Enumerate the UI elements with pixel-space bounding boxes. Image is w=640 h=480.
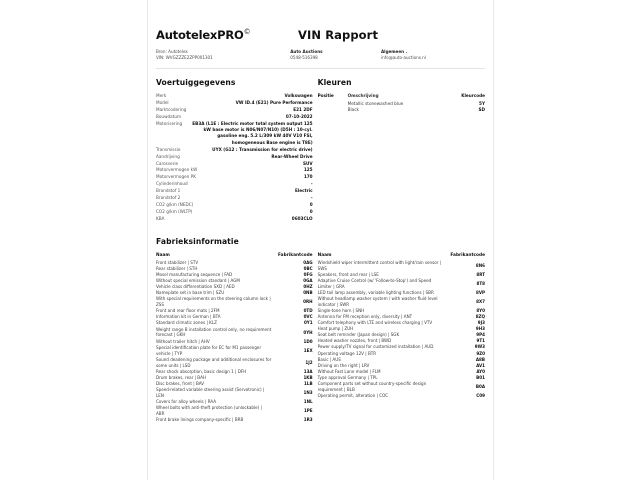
factory-item-name: Heat pump | ZUH xyxy=(317,326,354,332)
spec-row xyxy=(156,121,313,147)
table-row xyxy=(156,290,313,296)
factory-item-code: 0FG xyxy=(303,271,313,277)
factory-right-rows xyxy=(318,260,485,399)
colors-table-row xyxy=(318,107,485,114)
factory-item-name: Type approval Germany | TPL xyxy=(317,374,378,380)
spec-value: - xyxy=(310,195,313,201)
factory-item-code: AY0 xyxy=(476,368,485,374)
factory-item-name: Operating voltage 12V | BTR xyxy=(317,350,377,356)
table-row xyxy=(156,387,313,399)
factory-item-code: 1EX xyxy=(303,347,313,353)
table-row xyxy=(318,308,485,314)
spec-label: Merk xyxy=(156,93,167,98)
table-row xyxy=(318,290,485,296)
spec-label: Transmissie xyxy=(156,146,181,152)
factory-item-code: 0RH xyxy=(303,299,313,305)
factory-item-name: Speakers, front and rear | LSE xyxy=(317,271,379,277)
factory-item-code: 1LB xyxy=(304,380,313,386)
table-row xyxy=(318,363,485,369)
factory-item-code: 8N6 xyxy=(475,262,485,268)
factory-item-name: Seat belt reminder (Japan design) | SGK xyxy=(317,332,400,338)
spec-row xyxy=(156,202,313,208)
source-label: Bron: Autotelex xyxy=(156,49,188,54)
spec-value: Electric xyxy=(295,188,313,194)
factory-item-name: LED tail lamp assembly, variable lighting functions | SBR xyxy=(317,289,434,295)
factory-item-code: 0YH xyxy=(303,329,313,335)
spec-label: Brandstof 1 xyxy=(156,188,181,194)
table-row xyxy=(318,351,485,357)
copyright-mark: © xyxy=(243,28,251,37)
factory-item-code: 1PE xyxy=(303,407,313,413)
spec-label: Model xyxy=(156,99,169,105)
factory-item-code: 8VP xyxy=(475,289,485,295)
factory-item-name: Basic | AUS xyxy=(317,356,341,362)
factory-item-name: Antenna for FM reception only, diversity | ANT xyxy=(317,314,413,319)
vin-label: VIN: WVGZZZE2ZPP001301 xyxy=(156,55,213,60)
table-row xyxy=(156,308,313,314)
factory-item-code: 1J2 xyxy=(305,359,313,365)
spec-row xyxy=(156,167,313,173)
factory-item-name: Adaptive Cruise Control (w/ 'Follow-to-Stop') and Speed Limiter | GRA xyxy=(317,277,432,289)
factory-item-name: Weight range B installation control only, no requirement forecast | GKH xyxy=(156,326,272,338)
vehicle-section-title: Voertuiggegevens xyxy=(156,78,236,87)
table-row xyxy=(156,260,313,266)
table-row xyxy=(156,399,313,405)
spec-label: Motorvermogen kW xyxy=(156,167,198,173)
factory-item-name: Windshield wiper intermittent control with light/rain sensor | SWS xyxy=(317,259,442,271)
colors-table-row xyxy=(318,101,485,108)
spec-row xyxy=(156,181,313,187)
table-row xyxy=(156,314,313,320)
factory-item-code: 0Y1 xyxy=(303,320,313,326)
table-row xyxy=(156,296,313,308)
colors-header-code: Kleurcode xyxy=(461,93,485,98)
general-email: info@auto-auctions.nl xyxy=(381,55,426,60)
table-row xyxy=(318,278,485,290)
factory-item-code: 9H3 xyxy=(475,326,485,332)
table-row xyxy=(318,369,485,375)
spec-value: EB3A (L1E : Electric motor total system output 125 kW base motor is N06/N07/N10) (D5H : 10-cyl. gasoline eng. 5.2 L/309 kW 40V V10 FSI, homogeneous Base engine is T8E) xyxy=(192,120,313,145)
spec-row xyxy=(156,195,313,201)
table-row xyxy=(318,375,485,381)
factory-header-name: Naam xyxy=(156,252,170,258)
table-row xyxy=(156,345,313,357)
spec-label: Carosserie xyxy=(156,160,179,166)
spec-value: 0 xyxy=(309,208,313,214)
color-code: 5Y xyxy=(479,100,485,106)
report-header xyxy=(156,0,485,42)
spec-row xyxy=(156,114,313,120)
spec-row xyxy=(156,209,313,215)
colors-section xyxy=(313,69,485,114)
factory-item-name: Comfort telephony with LTE and wireless charging | VTV xyxy=(317,320,433,326)
spec-row xyxy=(156,216,313,222)
table-row xyxy=(156,327,313,339)
color-position xyxy=(318,101,348,108)
color-description: Black xyxy=(347,107,359,113)
table-row xyxy=(156,417,313,423)
table-row xyxy=(156,320,313,326)
spec-label: CO2 g/km (NEDC) xyxy=(156,202,194,207)
factory-item-code: 0VC xyxy=(303,314,313,320)
factory-item-name: Speed-related variable steering assist (Servotronic) | LEN xyxy=(156,386,265,398)
factory-item-name: Covers for alloy wheels | RAA xyxy=(156,398,216,404)
brand-name: AutotelexPRO xyxy=(156,28,244,42)
factory-item-name: Front and rear floor mats | 2FM xyxy=(156,308,220,314)
auction-name: Auto Auctions xyxy=(290,49,323,54)
factory-item-name: Sound deadening package and additional enclosures for some units | LSD xyxy=(156,356,272,368)
factory-left-rows xyxy=(156,260,313,423)
factory-header-name: Naam xyxy=(317,252,332,258)
table-row xyxy=(318,314,485,320)
factory-item-name: Front stabilizer | STV xyxy=(156,259,199,265)
spec-value: - xyxy=(310,181,313,187)
table-row xyxy=(318,338,485,344)
color-code: SD xyxy=(478,107,485,113)
factory-item-code: 1N3 xyxy=(303,389,313,395)
factory-item-code: 1NL xyxy=(303,398,313,404)
spec-value: 07-10-2022 xyxy=(285,113,313,119)
factory-item-code: 8RT xyxy=(476,271,485,277)
spec-row xyxy=(156,100,313,106)
factory-item-code: B01 xyxy=(476,374,485,380)
vehicle-section xyxy=(156,69,313,223)
factory-item-code: 13A xyxy=(303,368,313,374)
factory-item-code: 1R3 xyxy=(303,417,313,423)
factory-item-name: Without Fast Lane model | FLM xyxy=(317,368,381,374)
spec-row xyxy=(156,161,313,167)
factory-item-code: C09 xyxy=(476,393,485,399)
spec-row xyxy=(156,107,313,113)
factory-item-name: Standard climatic zones | KLZ xyxy=(156,320,217,326)
spec-row xyxy=(156,188,313,194)
table-row xyxy=(318,393,485,399)
factory-section xyxy=(156,252,485,423)
table-row xyxy=(318,320,485,326)
table-row xyxy=(318,296,485,308)
vehicle-spec-list xyxy=(156,93,313,222)
spec-label: Bouwdatum xyxy=(156,113,182,119)
factory-item-code: AV1 xyxy=(476,362,485,368)
factory-item-name: Operating permit, alteration | COC xyxy=(317,393,389,399)
source-block xyxy=(156,49,290,61)
spec-value: E21 2DF xyxy=(293,106,313,112)
spec-value: 125 xyxy=(303,167,313,173)
document-page xyxy=(147,0,494,480)
spec-value: UYX (G12 : Transmission for electric drive) xyxy=(212,146,313,152)
factory-item-name: Without special emission standard | AGM xyxy=(156,278,240,283)
spec-value: SUV xyxy=(302,160,313,166)
table-row xyxy=(156,369,313,375)
factory-header-code: Fabrikantcode xyxy=(450,252,485,258)
factory-header-code: Fabrikantcode xyxy=(277,252,313,258)
spec-row xyxy=(156,154,313,160)
factory-item-name: Disc brakes, front | BAV xyxy=(156,380,205,386)
factory-item-code: A8B xyxy=(475,356,485,362)
factory-item-code: 8ZQ xyxy=(475,314,485,319)
factory-item-code: 9J3 xyxy=(477,320,485,326)
table-row xyxy=(156,375,313,381)
colors-header-position: Positie xyxy=(317,93,334,98)
table-row xyxy=(318,326,485,332)
factory-item-name: Front brake linings company-specific | BRB xyxy=(156,417,244,423)
factory-item-code: 9T1 xyxy=(476,338,485,344)
factory-item-code: 0GA xyxy=(303,278,313,283)
table-row xyxy=(156,272,313,278)
factory-item-code: 8X7 xyxy=(476,298,485,304)
factory-item-code: 0HZ xyxy=(303,284,313,290)
table-row xyxy=(156,284,313,290)
factory-right-column xyxy=(313,252,485,399)
table-row xyxy=(156,381,313,387)
factory-item-name: Without headlamp washer system / with washer fluid level indicator | SWR xyxy=(317,295,438,307)
upper-sections xyxy=(156,69,485,223)
factory-item-code: 8Y0 xyxy=(476,307,485,313)
table-row xyxy=(318,344,485,350)
factory-item-code: B0A xyxy=(475,383,485,389)
factory-item-name: Vehicle class differentiation SXD | AED xyxy=(156,284,235,290)
factory-item-name: Nameplate set in base trim | SZU xyxy=(156,290,225,296)
spec-label: Brandstof 2 xyxy=(156,195,181,201)
spec-value: 0 xyxy=(309,202,313,207)
table-row xyxy=(318,260,485,272)
spec-label: Motorisering xyxy=(156,120,183,126)
auction-phone: 0548-516398 xyxy=(290,55,318,60)
spec-row xyxy=(156,147,313,153)
factory-item-name: Mosel manufacturing sequence | FAD xyxy=(156,271,233,277)
factory-item-name: Wheel bolts with anti-theft protection (unlockable) | ABR xyxy=(156,405,262,416)
spec-value: Rear-Wheel Drive xyxy=(271,153,313,159)
factory-item-name: Rear stabilizer | STH xyxy=(156,265,198,271)
factory-item-code: 0BC xyxy=(303,265,313,271)
spec-value: 0603CLO xyxy=(291,215,313,221)
factory-item-code: 9Z0 xyxy=(476,350,485,356)
factory-item-name: With special requirements on the steering column lock | ZSS xyxy=(156,296,271,308)
header-meta xyxy=(156,49,485,61)
factory-item-code: 0AG xyxy=(303,259,313,265)
spec-row xyxy=(156,174,313,180)
table-row xyxy=(156,405,313,417)
factory-left-column xyxy=(156,252,313,423)
factory-item-code: 0NB xyxy=(303,290,313,296)
factory-item-code: 1D0 xyxy=(303,338,313,344)
auction-block xyxy=(290,49,381,61)
factory-item-code: 0TD xyxy=(303,308,313,314)
factory-item-name: Drum brakes, rear | BAH xyxy=(156,374,206,380)
colors-section-title: Kleuren xyxy=(317,78,352,87)
spec-label: KBA xyxy=(156,215,165,221)
factory-item-name: Information kit in German | BTA xyxy=(156,314,221,320)
spec-label: Cylinderinhoud xyxy=(156,181,188,187)
page-title: VIN Rapport xyxy=(298,28,379,42)
spec-value: VW ID.4 (E21) Pure Performance xyxy=(235,99,313,105)
factory-item-name: Rear shock absorption, basic design 1 | DFH xyxy=(156,368,247,374)
table-row xyxy=(156,278,313,284)
color-description: Metallic stonewashed blue xyxy=(347,100,404,106)
spec-value: 170 xyxy=(303,174,313,180)
colors-header-description: Omschrijving xyxy=(347,93,379,98)
spec-row xyxy=(156,93,313,99)
factory-item-name: Heated washer nozzles, front | BWD xyxy=(317,338,392,344)
table-row xyxy=(318,357,485,363)
factory-section-title: Fabrieksinformatie xyxy=(156,236,239,246)
brand-logo xyxy=(156,28,298,42)
factory-item-name: Power supply/TV signal for customized installation | AUD xyxy=(317,344,434,350)
factory-item-code: 1KB xyxy=(303,374,313,380)
table-row xyxy=(156,339,313,345)
factory-item-code: 9W3 xyxy=(474,344,485,350)
spec-label: Motorvermogen PK xyxy=(156,174,196,180)
table-row xyxy=(156,266,313,272)
general-label: Algemeen . xyxy=(381,49,408,54)
factory-item-name: Without trailer hitch | AHV xyxy=(156,338,210,344)
color-position xyxy=(318,107,348,114)
table-row xyxy=(156,357,313,369)
factory-left-header xyxy=(156,252,313,259)
spec-label: Marktcodering xyxy=(156,106,187,112)
table-row xyxy=(318,272,485,278)
factory-item-name: Component parts set without country-specific design requirement | BLB xyxy=(317,381,427,392)
factory-item-name: Special identification plate for EC for M1 passenger vehicle | TYP xyxy=(156,344,262,356)
spec-label: CO2 g/km (WLTP) xyxy=(156,208,193,214)
table-row xyxy=(318,381,485,393)
general-contact-block xyxy=(381,49,485,61)
factory-item-name: Driving on the right | LRV xyxy=(317,362,370,368)
factory-right-header xyxy=(318,252,485,259)
factory-item-code: 8T8 xyxy=(476,280,485,286)
spec-label: Aandrijving xyxy=(156,153,180,159)
table-row xyxy=(318,332,485,338)
factory-item-code: 9P4 xyxy=(476,332,485,338)
colors-table-header xyxy=(318,93,485,100)
factory-item-name: Single-tone horn | SNH xyxy=(317,307,365,313)
spec-value: Volkswagen xyxy=(284,93,313,98)
